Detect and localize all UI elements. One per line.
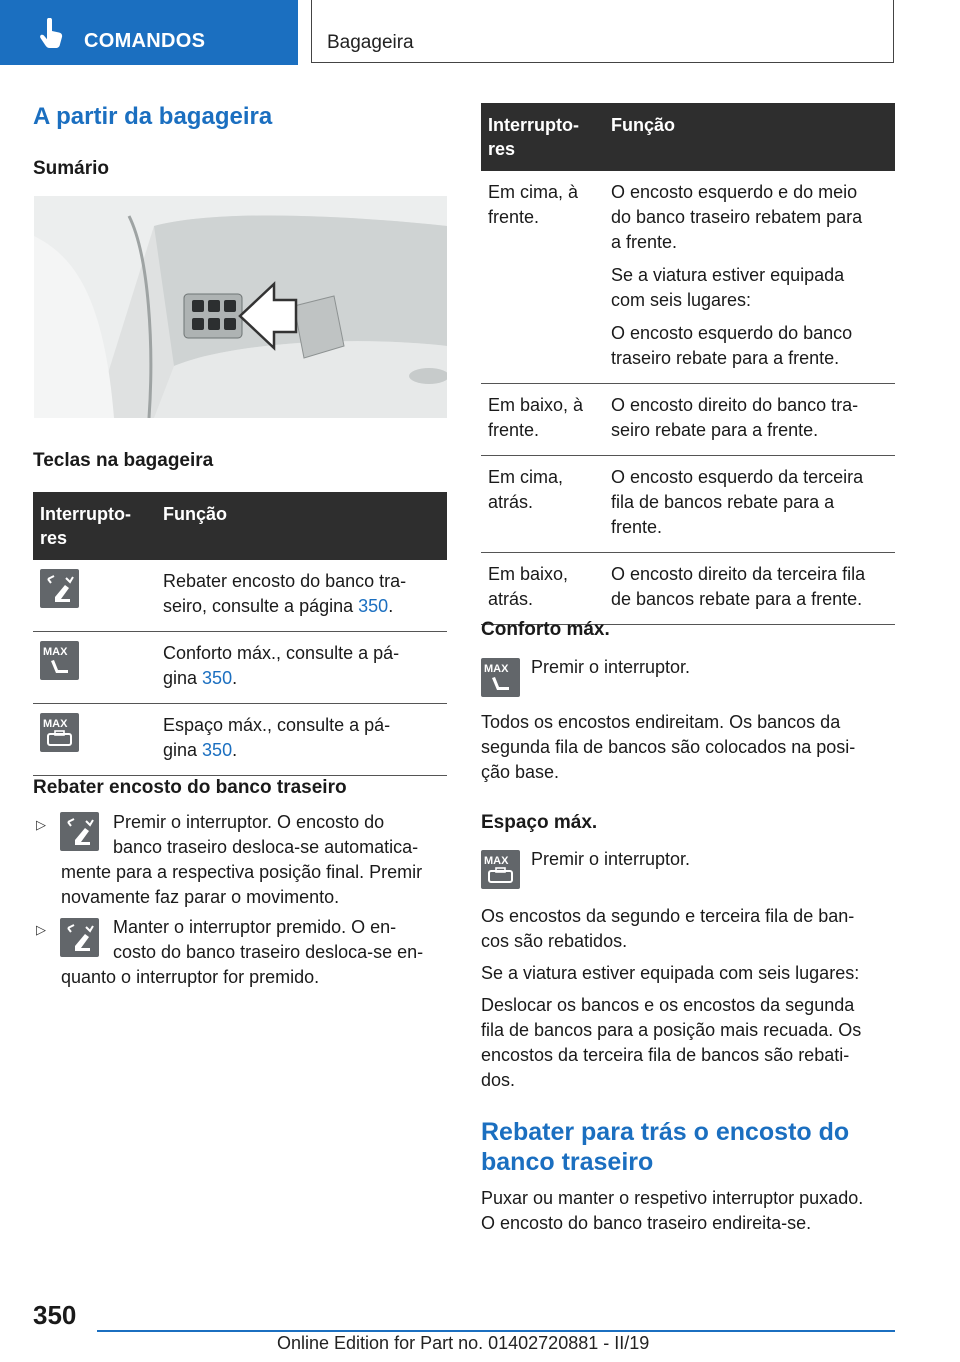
page-link[interactable]: 350 xyxy=(202,740,233,760)
table-row: Em baixo, atrás. O encosto direito da terceira fila de bancos rebate para a frente. xyxy=(481,553,895,625)
space-text-line-3: Se a viatura estiver equipada com seis lugares: xyxy=(481,963,860,983)
page-link[interactable]: 350 xyxy=(358,596,389,616)
bullet-1-line-2: banco traseiro desloca-se automatica- xyxy=(113,837,419,857)
chapter-label: Bagageira xyxy=(327,32,414,53)
section-label: COMANDOS xyxy=(84,30,206,52)
comfort-action: Premir o interruptor. xyxy=(531,657,691,677)
fold-back-text-line-1: Puxar ou manter o respetivo interruptor puxado. xyxy=(481,1188,864,1208)
table-row: Em cima, à frente. O encosto esquerdo e do meio do banco traseiro rebatem para a frente. Se a viatura estiver equipada com seis lugares: O encosto esquerdo do banco traseiro rebate para a frente. xyxy=(481,171,895,384)
space-text-line-4: Deslocar os bancos e os encostos da segunda xyxy=(481,995,855,1015)
page-link[interactable]: 350 xyxy=(202,668,233,688)
table-header-function: Função xyxy=(604,103,895,171)
table-header-function: Função xyxy=(156,492,447,560)
fold-back-title: Rebater para trás o encosto do banco traseiro xyxy=(481,1118,850,1176)
section-title: A partir da bagageira xyxy=(33,103,273,130)
bullet-1-line-3: mente para a respectiva posição final. Premir xyxy=(61,862,423,882)
table-row: Rebater encosto do banco tra- seiro, consulte a página 350. xyxy=(33,560,447,632)
photo-caption: Teclas na bagageira xyxy=(33,450,214,471)
hand-touch-icon xyxy=(38,18,66,50)
table-header-switches: Interrupto- res xyxy=(481,103,604,171)
space-heading: Espaço máx. xyxy=(481,812,598,833)
chapter-header xyxy=(311,0,894,63)
space-text-line-1: Os encostos da segundo e terceira fila de ban- xyxy=(481,906,855,926)
seat-fold-icon xyxy=(60,918,99,957)
table-row: Em baixo, à frente. O encosto direito do banco tra- seiro rebate para a frente. xyxy=(481,384,895,456)
max-space-icon xyxy=(40,713,79,752)
comfort-text-line-3: ção base. xyxy=(481,762,560,782)
svg-text:MAX: MAX xyxy=(43,718,68,730)
bullet-2-line-2: costo do banco traseiro desloca-se en- xyxy=(113,942,424,962)
summary-heading: Sumário xyxy=(33,158,110,179)
fold-heading: Rebater encosto do banco traseiro xyxy=(33,777,347,798)
edition-note: Online Edition for Part no. 01402720881 - II/19 xyxy=(277,1333,650,1353)
bullet-1-line-4: novamente faz parar o movimento. xyxy=(61,887,340,907)
section-tab xyxy=(0,0,298,65)
table-header-switches: Interrupto- res xyxy=(33,492,156,560)
bullet-2-line-3: quanto o interruptor for premido. xyxy=(61,967,320,987)
switch-table xyxy=(33,492,447,776)
max-space-icon xyxy=(481,850,520,889)
svg-text:MAX: MAX xyxy=(43,646,68,658)
footer-rule xyxy=(97,1330,895,1332)
space-text-line-7: dos. xyxy=(481,1070,516,1090)
svg-text:MAX: MAX xyxy=(484,855,509,867)
table-row: MAX Conforto máx., consulte a pá- gina 350. xyxy=(33,632,447,704)
bullet-triangle-icon: ▷ xyxy=(36,817,46,832)
page-number: 350 xyxy=(33,1300,77,1330)
trunk-photo xyxy=(34,196,447,418)
space-text-line-2: cos são rebatidos. xyxy=(481,931,628,951)
svg-text:MAX: MAX xyxy=(484,663,509,675)
seat-fold-icon xyxy=(60,812,99,851)
table-row: Em cima, atrás. O encosto esquerdo da terceira fila de bancos rebate para a frente. xyxy=(481,456,895,553)
comfort-text-line-2: segunda fila de bancos são colocados na posi- xyxy=(481,737,856,757)
space-action: Premir o interruptor. xyxy=(531,849,691,869)
space-text-line-6: encostos da terceira fila de bancos são rebati- xyxy=(481,1045,850,1065)
bullet-2-line-1: Manter o interruptor premido. O en- xyxy=(113,917,397,937)
space-text-line-5: fila de bancos para a posição mais recuada. Os xyxy=(481,1020,862,1040)
bullet-1-line-1: Premir o interruptor. O encosto do xyxy=(113,812,385,832)
bullet-triangle-icon: ▷ xyxy=(36,922,46,937)
max-comfort-icon xyxy=(40,641,79,680)
table-row: MAX Espaço máx., consulte a pá- gina 350. xyxy=(33,704,447,776)
comfort-text-line-1: Todos os encostos endireitam. Os bancos da xyxy=(481,712,841,732)
seat-switch-table xyxy=(481,103,895,625)
max-comfort-icon xyxy=(481,658,520,697)
comfort-heading: Conforto máx. xyxy=(481,619,610,640)
fold-back-text-line-2: O encosto do banco traseiro endireita-se. xyxy=(481,1213,812,1233)
seat-fold-icon xyxy=(40,569,79,608)
